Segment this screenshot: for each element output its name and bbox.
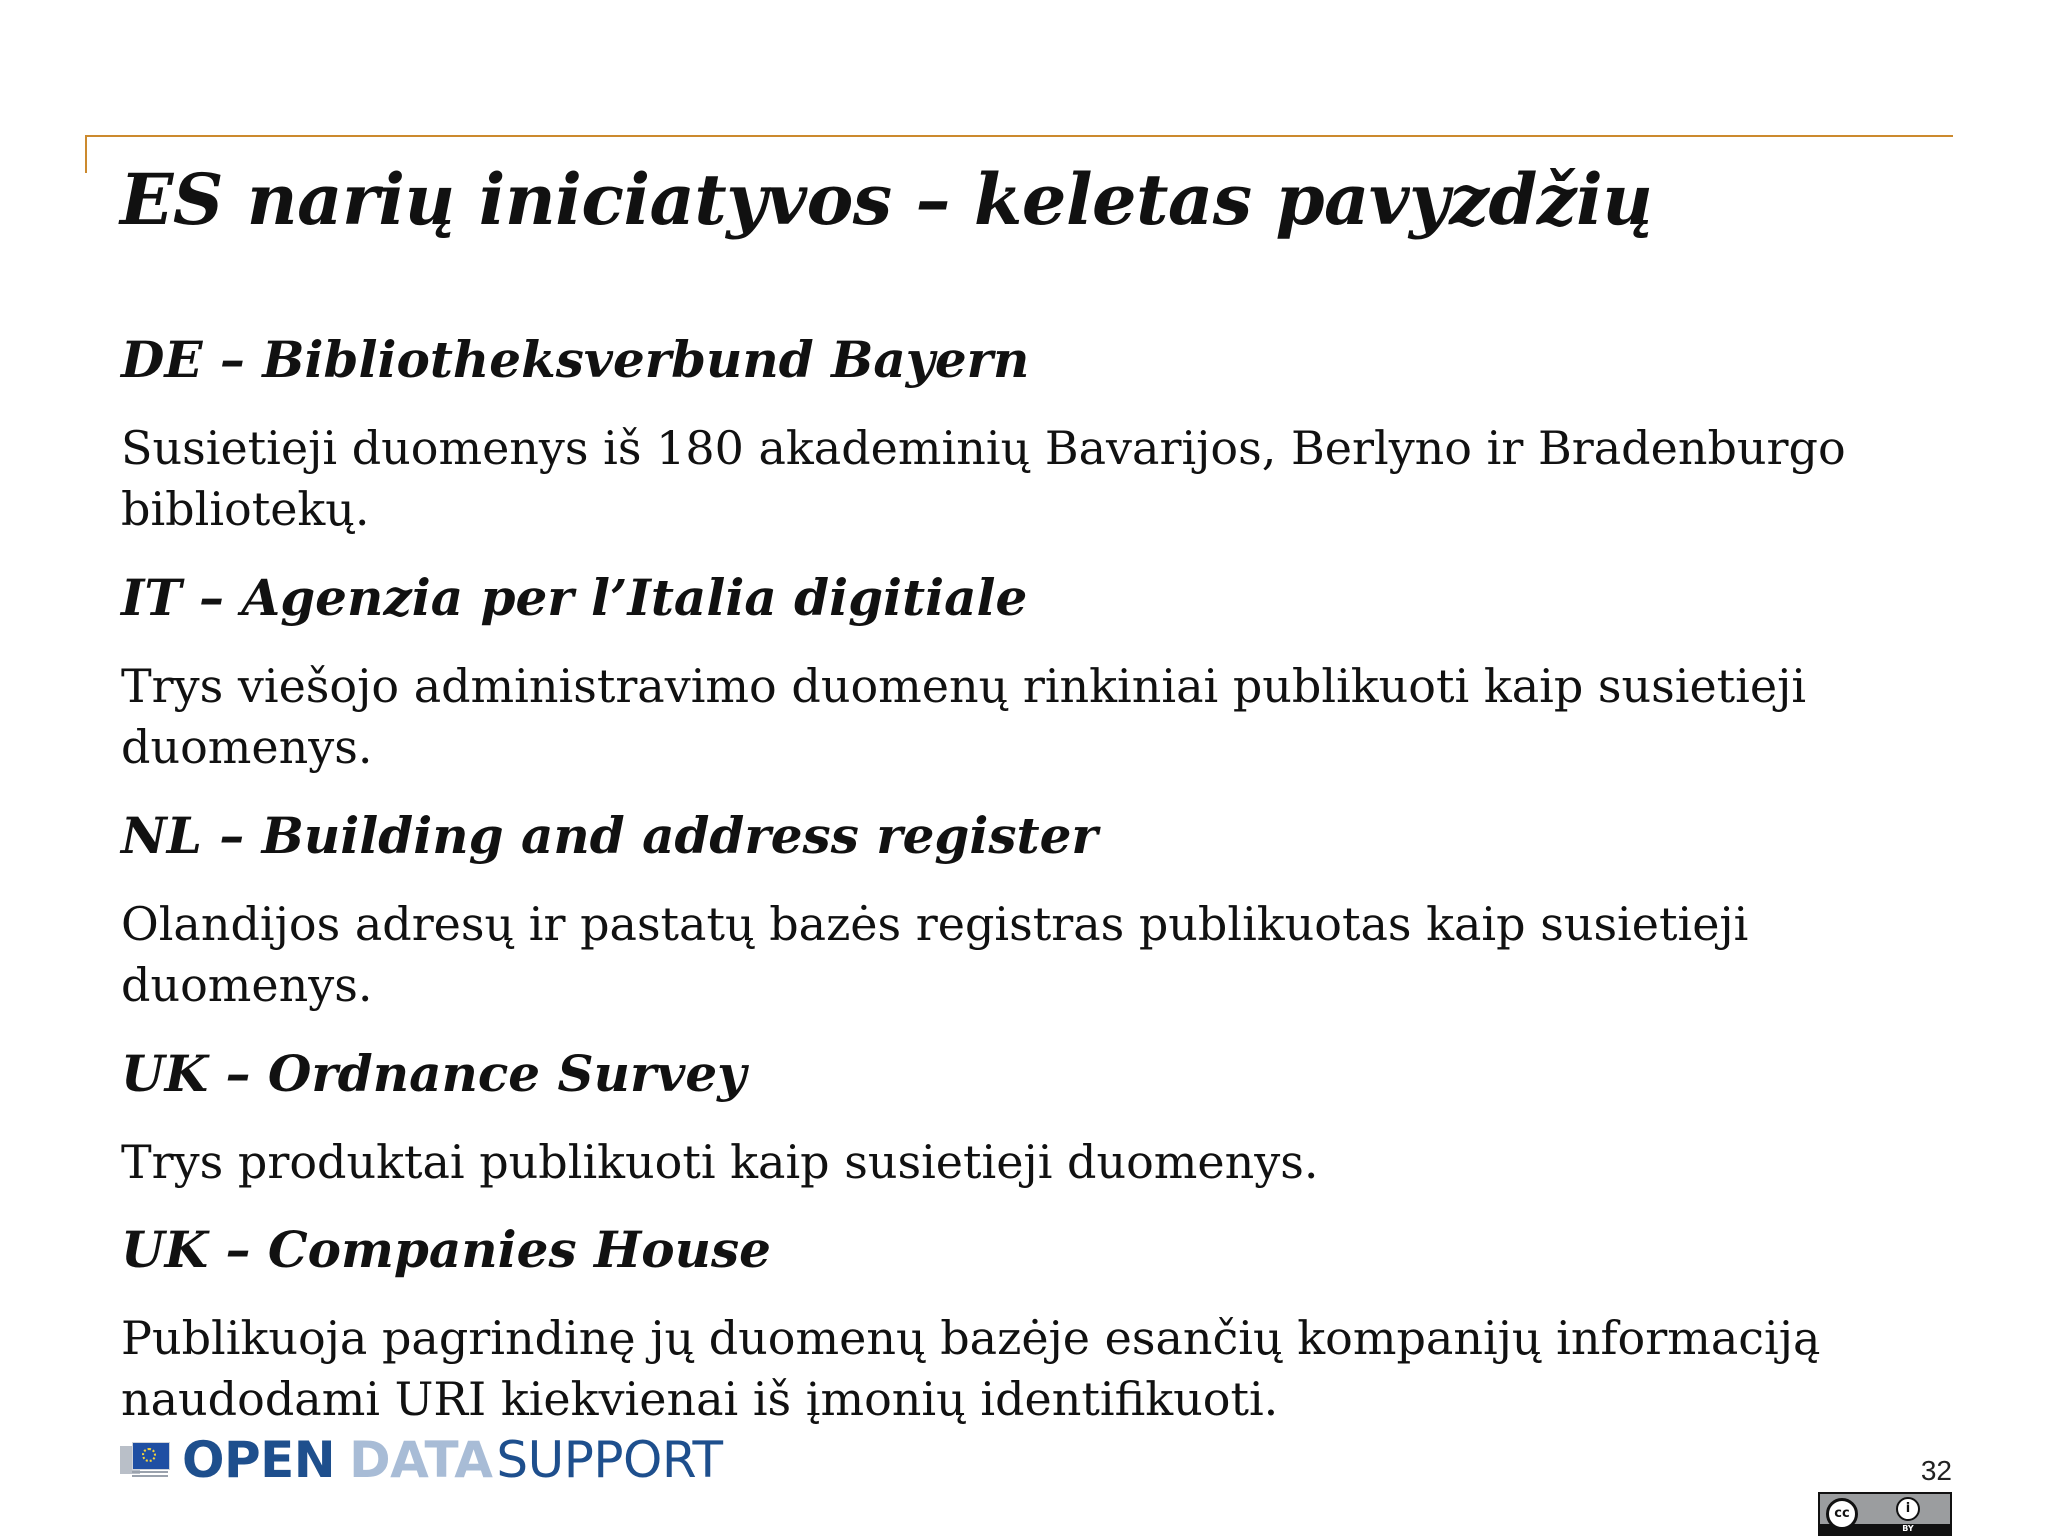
section-heading: NL – Building and address register bbox=[121, 806, 1098, 865]
open-data-support-logo bbox=[120, 1432, 723, 1488]
slide-title: ES narių iniciatyvos – keletas pavyzdžių bbox=[120, 158, 1653, 241]
attribution-person-icon: i bbox=[1896, 1497, 1920, 1521]
section-nl bbox=[121, 806, 1901, 1044]
logo-word-data: DATA bbox=[349, 1431, 493, 1489]
title-divider bbox=[85, 135, 1953, 137]
section-uk-companies bbox=[121, 1220, 1901, 1430]
logo-word-open: OPEN bbox=[182, 1431, 336, 1489]
body-line: naudodami URI kiekvienai iš įmonių identifikuoti. bbox=[121, 1372, 1279, 1426]
eu-flag-icon bbox=[120, 1440, 172, 1480]
section-it bbox=[121, 568, 1901, 806]
body-line: Trys viešojo administravimo duomenų rinkiniai publikuoti kaip susietieji bbox=[121, 659, 1807, 713]
page-number: 32 bbox=[1920, 1455, 1952, 1486]
body-line: Publikuoja pagrindinę jų duomenų bazėje esančių kompanijų informaciją bbox=[121, 1311, 1821, 1365]
body-line: Susietieji duomenys iš 180 akademinių Bavarijos, Berlyno ir Bradenburgo bbox=[121, 421, 1846, 475]
title-divider-tick bbox=[85, 135, 87, 173]
logo-wordmark bbox=[182, 1432, 723, 1488]
slide-content bbox=[121, 330, 1901, 1430]
cc-icon: cc bbox=[1826, 1498, 1858, 1530]
body-line: Trys produktai publikuoti kaip susietieji duomenys. bbox=[121, 1135, 1319, 1189]
section-heading: UK – Companies House bbox=[121, 1220, 771, 1279]
section-heading: IT – Agenzia per l’Italia digitiale bbox=[121, 568, 1028, 627]
body-line: duomenys. bbox=[121, 720, 373, 774]
body-line: duomenys. bbox=[121, 958, 373, 1012]
section-body bbox=[121, 1104, 1901, 1193]
section-body bbox=[121, 1280, 1901, 1430]
section-heading: UK – Ordnance Survey bbox=[121, 1044, 747, 1103]
section-body bbox=[121, 390, 1901, 540]
body-line: bibliotekų. bbox=[121, 482, 370, 536]
body-line: Olandijos adresų ir pastatų bazės registras publikuotas kaip susietieji bbox=[121, 897, 1749, 951]
logo-word-support: SUPPORT bbox=[496, 1431, 723, 1489]
section-heading: DE – Bibliotheksverbund Bayern bbox=[121, 330, 1030, 389]
section-de bbox=[121, 330, 1901, 568]
cc-by-license-badge bbox=[1818, 1492, 1952, 1536]
section-uk-ordnance bbox=[121, 1044, 1901, 1220]
by-label: BY bbox=[1902, 1524, 1914, 1533]
section-body bbox=[121, 866, 1901, 1016]
section-body bbox=[121, 628, 1901, 778]
